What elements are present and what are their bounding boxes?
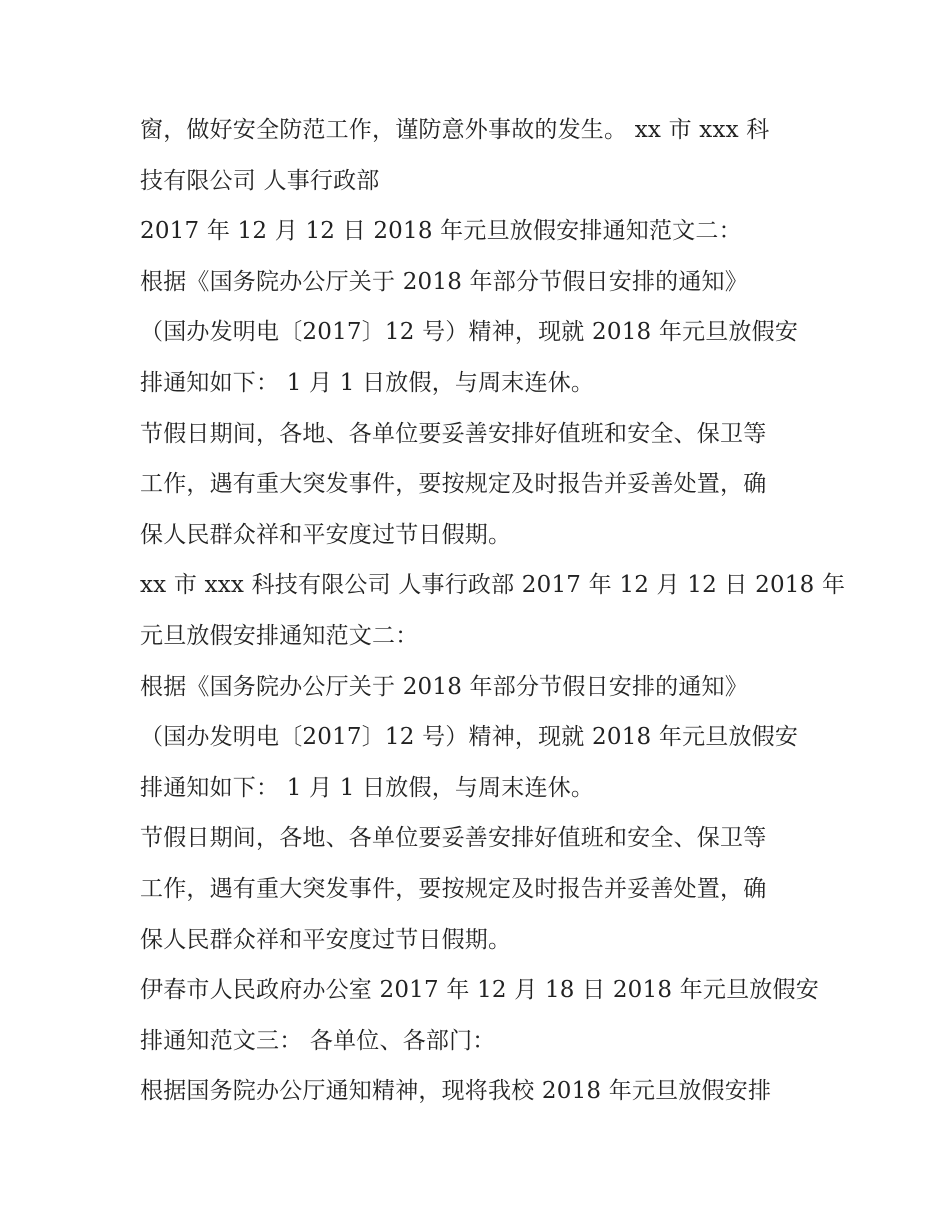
text-line: 根据《国务院办公厅关于 2018 年部分节假日安排的通知》 <box>140 268 748 295</box>
text-line: 伊春市人民政府办公室 2017 年 12 月 18 日 2018 年元旦放假安 <box>140 977 819 1004</box>
text-line: 2017 年 12 月 12 日 2018 年元旦放假安排通知范文二： <box>140 218 742 245</box>
text-line: 元旦放假安排通知范文二： <box>140 622 419 649</box>
text-line: 排通知如下： 1 月 1 日放假，与周末连休。 <box>140 774 595 801</box>
text-line: 排通知范文三： 各单位、各部门： <box>140 1027 496 1054</box>
text-line: 根据国务院办公厅通知精神，现将我校 2018 年元旦放假安排 <box>140 1078 772 1105</box>
text-line: 节假日期间，各地、各单位要妥善安排好值班和安全、保卫等 <box>140 825 767 852</box>
text-line: 根据《国务院办公厅关于 2018 年部分节假日安排的通知》 <box>140 673 748 700</box>
text-line: 工作，遇有重大突发事件，要按规定及时报告并妥善处置，确 <box>140 875 767 902</box>
text-line: 工作，遇有重大突发事件，要按规定及时报告并妥善处置，确 <box>140 471 767 498</box>
text-line: 窗，做好安全防范工作，谨防意外事故的发生。 xx 市 xxx 科 <box>140 117 770 143</box>
text-line: 排通知如下： 1 月 1 日放假，与周末连休。 <box>140 369 595 396</box>
document-body <box>140 105 846 1117</box>
text-line: （国办发明电〔2017〕12 号）精神，现就 2018 年元旦放假安 <box>140 319 799 346</box>
text-line: 节假日期间，各地、各单位要妥善安排好值班和安全、保卫等 <box>140 420 767 447</box>
text-line: （国办发明电〔2017〕12 号）精神，现就 2018 年元旦放假安 <box>140 724 799 751</box>
text-line: 技有限公司 人事行政部 <box>140 167 380 194</box>
text-line: xx 市 xxx 科技有限公司 人事行政部 2017 年 12 月 12 日 2018 年 <box>140 572 846 599</box>
text-line: 保人民群众祥和平安度过节日假期。 <box>140 521 512 548</box>
text-line: 保人民群众祥和平安度过节日假期。 <box>140 926 512 953</box>
